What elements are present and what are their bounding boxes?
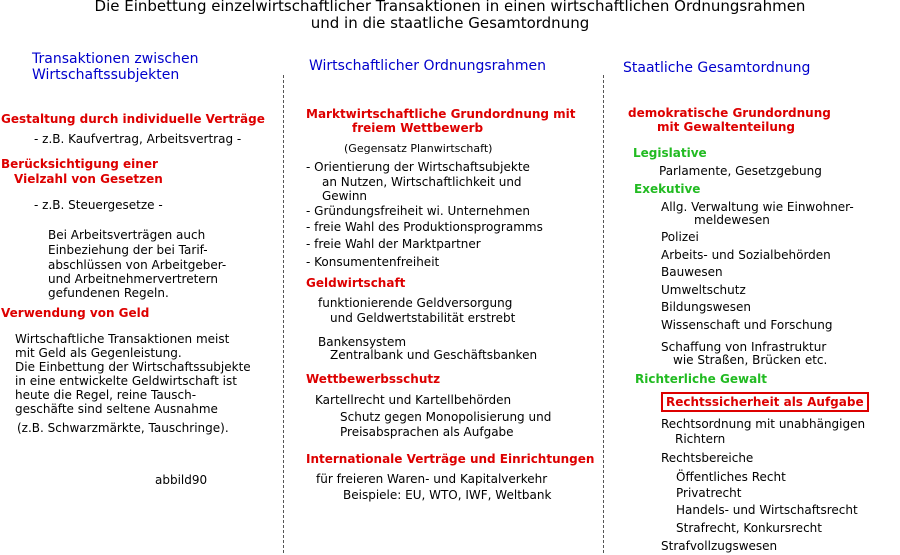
col2-money-text: und Geldwertstabilität erstrebt — [330, 311, 516, 325]
col1-laws-para: und Arbeitnehmervertretern — [48, 272, 219, 286]
col2-market-bullet: - freie Wahl des Produktionsprogramms — [306, 220, 543, 234]
col3-legal-certainty-box: Rechtssicherheit als Aufgabe — [661, 392, 869, 412]
col2-competition-text: Kartellrecht und Kartellbehörden — [315, 393, 512, 407]
col2-money-text: Bankensystem — [318, 335, 407, 349]
col1-laws-para: Bei Arbeitsverträgen auch — [48, 228, 206, 242]
col3-executive-item: Bildungswesen — [661, 300, 752, 314]
col2-market-bullet: - Gründungsfreiheit wi. Unternehmen — [306, 204, 530, 218]
col1-money-para: heute die Regel, reine Tausch- — [15, 388, 197, 402]
col3-branch-legislative: Legislative — [633, 146, 707, 160]
col3-judiciary-item-cont: Richtern — [675, 432, 726, 446]
col1-money-para: geschäfte sind seltene Ausnahme — [15, 402, 218, 416]
col3-section-democracy-line1: demokratische Grundordnung — [628, 106, 831, 120]
col3-executive-item: Polizei — [661, 230, 699, 244]
col2-section-market-line1: Marktwirtschaftliche Grundordnung mit — [306, 107, 576, 121]
col3-law-area: Handels- und Wirtschaftsrecht — [676, 503, 858, 517]
col1-money-para: mit Geld als Gegenleistung. — [15, 346, 182, 360]
col2-money-text: Zentralbank und Geschäftsbanken — [330, 348, 538, 362]
col1-contracts-text: - z.B. Kaufvertrag, Arbeitsvertrag - — [34, 132, 242, 146]
col1-money-para: Die Einbettung der Wirtschaftssubjekte — [15, 360, 251, 374]
col3-executive-item: Wissenschaft und Forschung — [661, 318, 833, 332]
col1-heading-line1: Transaktionen zwischen — [32, 51, 199, 67]
col1-laws-para: Einbeziehung der bei Tarif- — [48, 243, 208, 257]
col3-judiciary-item: Strafvollzugswesen — [661, 539, 778, 553]
col2-market-bullet: - Konsumentenfreiheit — [306, 255, 440, 269]
col2-market-subtitle: (Gegensatz Planwirtschaft) — [344, 142, 493, 155]
col3-heading: Staatliche Gesamtordnung — [623, 60, 811, 76]
col1-money-para: (z.B. Schwarzmärkte, Tauschringe). — [17, 421, 229, 435]
col3-section-democracy-line2: mit Gewaltenteilung — [657, 120, 796, 134]
col3-law-area: Privatrecht — [676, 486, 742, 500]
col3-executive-item: Allg. Verwaltung wie Einwohner- — [661, 200, 854, 214]
col3-branch-judiciary: Richterliche Gewalt — [635, 372, 768, 386]
col2-market-bullet-cont: an Nutzen, Wirtschaftlichkeit und — [322, 175, 522, 189]
col2-section-market-line2: freiem Wettbewerb — [352, 121, 484, 135]
col1-heading-line2: Wirtschaftssubjekten — [32, 67, 180, 83]
col3-law-area: Strafrecht, Konkursrecht — [676, 521, 822, 535]
col3-law-area: Öffentliches Recht — [676, 470, 786, 484]
col3-judiciary-item: Rechtsordnung mit unabhängigen — [661, 417, 866, 431]
col2-market-bullet: - Orientierung der Wirtschaftsubjekte — [306, 160, 530, 174]
col3-executive-item: Arbeits- und Sozialbehörden — [661, 248, 831, 262]
col2-market-bullet-cont: Gewinn — [322, 189, 368, 203]
col1-section-laws-line1: Berücksichtigung einer — [1, 157, 158, 171]
col1-section-contracts: Gestaltung durch individuelle Verträge — [1, 112, 265, 126]
col3-executive-item-cont: meldewesen — [694, 213, 770, 227]
col1-laws-para: gefundenen Regeln. — [48, 286, 169, 300]
col1-money-para: in eine entwickelte Geldwirtschaft ist — [15, 374, 237, 388]
col2-section-international: Internationale Verträge und Einrichtungen — [306, 452, 595, 466]
diagram-title-line1: Die Einbettung einzelwirtschaftlicher Transaktionen in einen wirtschaftlichen Ordnungsrahmen — [94, 0, 806, 15]
col1-section-money: Verwendung von Geld — [1, 306, 150, 320]
col2-section-competition: Wettbewerbsschutz — [306, 372, 441, 386]
col1-money-para: Wirtschaftliche Transaktionen meist — [15, 332, 230, 346]
col2-section-money: Geldwirtschaft — [306, 276, 406, 290]
col1-section-laws-line2: Vielzahl von Gesetzen — [14, 172, 163, 186]
col2-international-text: Beispiele: EU, WTO, IWF, Weltbank — [343, 488, 552, 502]
col2-money-text: funktionierende Geldversorgung — [318, 296, 513, 310]
col3-judiciary-item: Rechtsbereiche — [661, 451, 754, 465]
col3-branch-executive: Exekutive — [634, 182, 701, 196]
col2-competition-text: Preisabsprachen als Aufgabe — [340, 425, 514, 439]
col1-laws-example: - z.B. Steuergesetze - — [34, 198, 163, 212]
col2-market-bullet: - freie Wahl der Marktpartner — [306, 237, 481, 251]
col3-executive-item: Schaffung von Infrastruktur — [661, 340, 827, 354]
col2-competition-text: Schutz gegen Monopolisierung und — [340, 410, 552, 424]
column-divider-right — [603, 75, 604, 553]
col3-executive-item: Bauwesen — [661, 265, 723, 279]
col1-laws-para: abschlüssen von Arbeitgeber- — [48, 258, 227, 272]
diagram-title-line2: und in die staatliche Gesamtordnung — [310, 14, 590, 32]
column-divider-left — [283, 75, 284, 553]
col3-executive-item-cont: wie Straßen, Brücken etc. — [673, 353, 828, 367]
col2-heading: Wirtschaftlicher Ordnungsrahmen — [309, 58, 547, 74]
figure-id-label: abbild90 — [155, 473, 208, 487]
col3-legislative-text: Parlamente, Gesetzgebung — [659, 164, 822, 178]
col3-executive-item: Umweltschutz — [661, 283, 746, 297]
col2-international-text: für freieren Waren- und Kapitalverkehr — [316, 472, 548, 486]
